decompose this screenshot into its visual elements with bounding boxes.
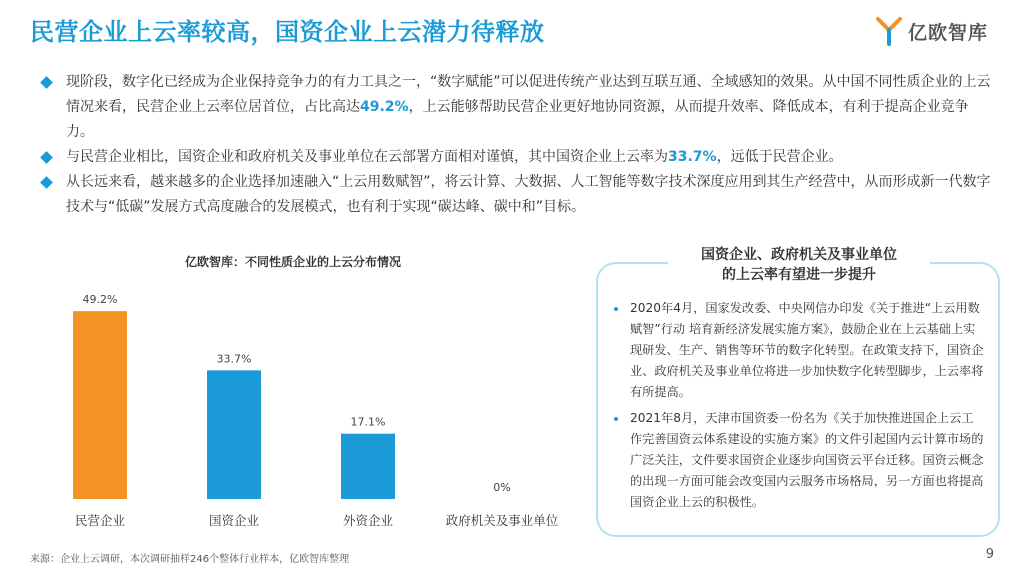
logo-icon bbox=[876, 16, 902, 46]
bar-value-label: 17.1% bbox=[350, 415, 386, 429]
source-note: 来源：企业上云调研，本次调研抽样246个整体行业样本，亿欧智库整理 bbox=[30, 554, 350, 565]
category-label: 政府机关及事业单位 bbox=[445, 513, 559, 528]
bullet-text: ，远低于民营企业。 bbox=[716, 149, 843, 165]
bullet-text: ，上云能够帮助民营企业更好地协同资源，从而提升效率、降低成本，有利于提高企业竞争力。 bbox=[66, 99, 969, 140]
bullet-item bbox=[40, 70, 995, 145]
panel-item-text: 2021年8月，天津市国资委一份名为《关于加快推进国企上云工作完善国资云体系建设的实施方案》的文件引起国内云计算市场的广泛关注，文件要求国资企业逐步向国资云平台迁移。国资云概念的出现一方面可能会改变国内云服务市场格局，另一方面也将提高国资企业上云的积极性。 bbox=[630, 411, 984, 509]
page-title: 民营企业上云率较高，国资企业上云潜力待释放 bbox=[30, 18, 545, 46]
bar-2 bbox=[341, 434, 395, 499]
bullet-item bbox=[40, 170, 995, 220]
bar-1 bbox=[207, 370, 261, 499]
bar-0 bbox=[73, 311, 127, 499]
brand-logo bbox=[876, 16, 988, 46]
diamond-bullet-icon bbox=[40, 151, 53, 164]
diamond-bullet-icon bbox=[40, 76, 53, 89]
panel-list-item bbox=[612, 298, 984, 403]
panel-title-line: 的上云率有望进一步提升 bbox=[722, 267, 876, 283]
diamond-bullet-icon bbox=[40, 176, 53, 189]
bar-chart bbox=[40, 275, 600, 535]
dot-bullet-icon bbox=[614, 307, 618, 311]
logo-text: 亿欧智库 bbox=[907, 21, 988, 44]
bullet-highlight: 33.7% bbox=[668, 149, 717, 165]
panel-list bbox=[612, 298, 984, 518]
panel-item-text: 2020年4月，国家发改委、中央网信办印发《关于推进“上云用数赋智”行动 培育新经济发展实施方案》，鼓励企业在上云基础上实现研发、生产、销售等环节的数字化转型。在政策支持下，国资企业、政府机关及事业单位将进一步加快数字化转型脚步，上云率将有所提高。 bbox=[630, 301, 984, 399]
chart-title: 亿欧智库：不同性质企业的上云分布情况 bbox=[185, 255, 402, 269]
bar-value-label: 0% bbox=[493, 481, 511, 494]
bullet-highlight: 49.2% bbox=[360, 99, 409, 115]
category-label: 民营企业 bbox=[74, 513, 126, 528]
bullet-text: 与民营企业相比，国资企业和政府机关及事业单位在云部署方面相对谨慎，其中国资企业上云率为 bbox=[66, 149, 668, 165]
category-label: 国资企业 bbox=[208, 513, 260, 528]
dot-bullet-icon bbox=[614, 417, 618, 421]
summary-bullets bbox=[40, 70, 995, 220]
bar-value-label: 33.7% bbox=[216, 352, 252, 366]
page-number: 9 bbox=[985, 547, 994, 562]
bullet-text: 现阶段，数字化已经成为企业保持竞争力的有力工具之一，“数字赋能”可以促进传统产业达到互联互通、全域感知的效果。从中国不同性质企业的上云情况来看，民营企业上云率位居首位，占比高达 bbox=[66, 74, 991, 115]
panel-title-line: 国资企业、政府机关及事业单位 bbox=[701, 247, 897, 263]
bar-value-label: 49.2% bbox=[82, 293, 118, 307]
panel-title bbox=[668, 245, 930, 285]
category-label: 外资企业 bbox=[342, 513, 394, 528]
bullet-item bbox=[40, 145, 995, 170]
bullet-text: 从长远来看，越来越多的企业选择加速融入“上云用数赋智”，将云计算、大数据、人工智能等数字技术深度应用到其生产经营中，从而形成新一代数字技术与“低碳”发展方式高度融合的发展模式，也有利于实现“碳达峰、碳中和”目标。 bbox=[66, 174, 991, 215]
panel-list-item bbox=[612, 408, 984, 513]
